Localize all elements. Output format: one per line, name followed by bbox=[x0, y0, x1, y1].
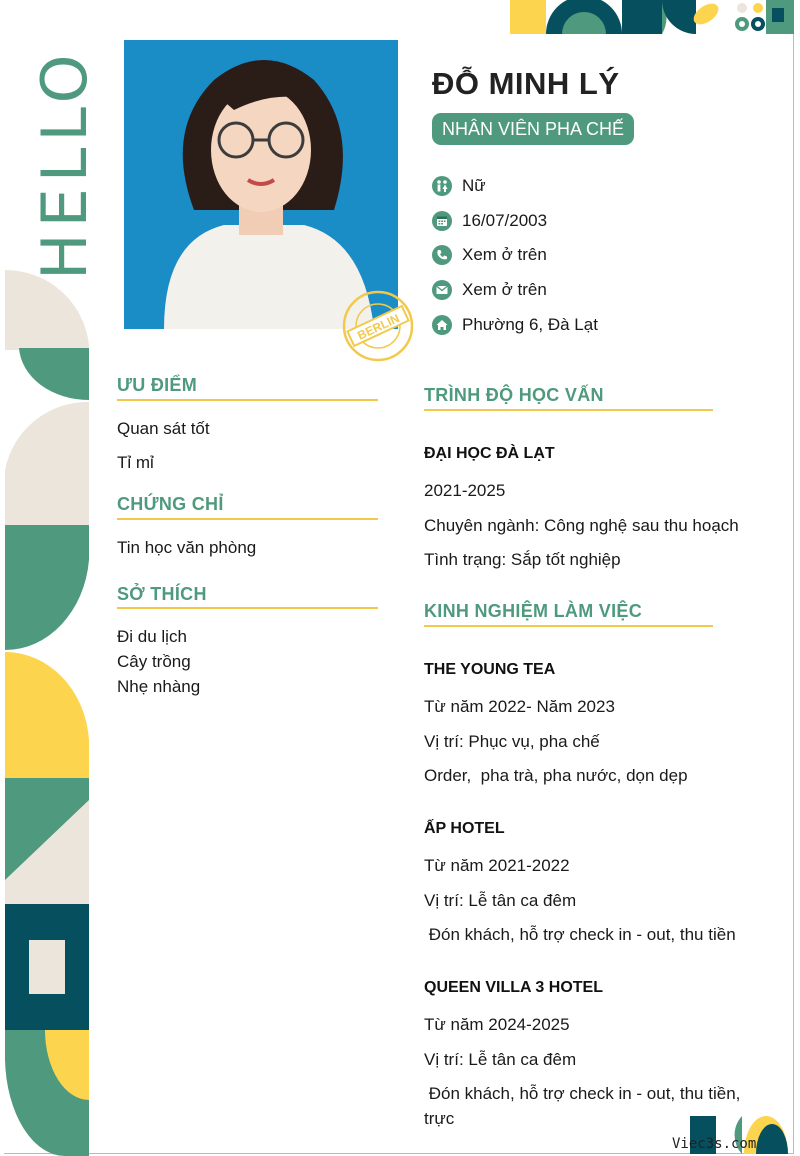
phone-icon bbox=[432, 245, 452, 265]
email-value: Xem ở trên bbox=[462, 280, 547, 299]
job-period: Từ năm 2024-2025 bbox=[424, 1015, 570, 1034]
job-period: Từ năm 2022- Năm 2023 bbox=[424, 697, 615, 716]
home-icon bbox=[432, 315, 452, 335]
top-decor-band bbox=[510, 0, 794, 34]
job-period: Từ năm 2021-2022 bbox=[424, 856, 570, 875]
school-name: ĐẠI HỌC ĐÀ LẠT bbox=[424, 445, 555, 462]
info-email bbox=[432, 278, 547, 302]
calendar-icon bbox=[432, 211, 452, 231]
education-status: Tình trạng: Sắp tốt nghiệp bbox=[424, 550, 621, 569]
email-icon bbox=[432, 280, 452, 300]
strengths-title: ƯU ĐIỂM bbox=[117, 375, 198, 395]
page-border bbox=[4, 0, 794, 1154]
strengths-underline bbox=[117, 399, 378, 401]
education-title: TRÌNH ĐỘ HỌC VẤN bbox=[424, 385, 604, 405]
certificates-title: CHỨNG CHỈ bbox=[117, 494, 224, 514]
stamp-seal bbox=[340, 288, 416, 364]
education-underline bbox=[424, 409, 713, 411]
info-gender bbox=[432, 174, 486, 198]
candidate-name: ĐỖ MINH LÝ bbox=[432, 66, 620, 101]
job-title-badge: NHÂN VIÊN PHA CHẾ bbox=[432, 113, 634, 145]
hello-decor-text: HELLO bbox=[28, 48, 101, 280]
certificate-item: Tin học văn phòng bbox=[117, 538, 257, 557]
strength-item: Quan sát tốt bbox=[117, 419, 210, 438]
info-birthdate bbox=[432, 209, 547, 233]
left-decor-strip bbox=[5, 0, 101, 1156]
info-phone bbox=[432, 243, 547, 267]
gender-icon bbox=[432, 176, 452, 196]
svg-text:BERLIN: BERLIN bbox=[355, 311, 402, 343]
hobby-item: Cây trồng bbox=[117, 652, 191, 671]
job-description: Đón khách, hỗ trợ check in - out, thu tiền, bbox=[424, 1084, 741, 1103]
education-period: 2021-2025 bbox=[424, 481, 506, 500]
job-position: Vị trí: Lễ tân ca đêm bbox=[424, 891, 577, 910]
phone-value: Xem ở trên bbox=[462, 245, 547, 264]
experience-underline bbox=[424, 625, 713, 627]
job-position: Vị trí: Lễ tân ca đêm bbox=[424, 1050, 577, 1069]
job-company: ẤP HOTEL bbox=[424, 820, 505, 837]
birthdate-value: 16/07/2003 bbox=[462, 211, 548, 230]
job-description: Order, pha trà, pha nước, dọn dẹp bbox=[424, 766, 688, 785]
strength-item: Tỉ mỉ bbox=[117, 453, 154, 472]
hobbies-underline bbox=[117, 607, 378, 609]
profile-photo bbox=[124, 40, 398, 329]
education-major: Chuyên ngành: Công nghệ sau thu hoạch bbox=[424, 516, 739, 535]
hobby-item: Đi du lịch bbox=[117, 627, 187, 646]
certificates-underline bbox=[117, 518, 378, 520]
gender-value: Nữ bbox=[462, 176, 486, 195]
job-description: Đón khách, hỗ trợ check in - out, thu tiền bbox=[424, 925, 736, 944]
watermark: Viec3s.com bbox=[672, 1136, 757, 1152]
hobbies-title: SỞ THÍCH bbox=[117, 584, 207, 604]
job-company: QUEEN VILLA 3 HOTEL bbox=[424, 979, 603, 996]
job-description-continued: trực bbox=[424, 1109, 455, 1128]
experience-title: KINH NGHIỆM LÀM VIỆC bbox=[424, 601, 643, 621]
info-address bbox=[432, 313, 598, 337]
hobby-item: Nhẹ nhàng bbox=[117, 677, 201, 696]
job-position: Vị trí: Phục vụ, pha chế bbox=[424, 732, 600, 751]
job-company: THE YOUNG TEA bbox=[424, 661, 556, 678]
address-value: Phường 6, Đà Lạt bbox=[462, 315, 598, 334]
